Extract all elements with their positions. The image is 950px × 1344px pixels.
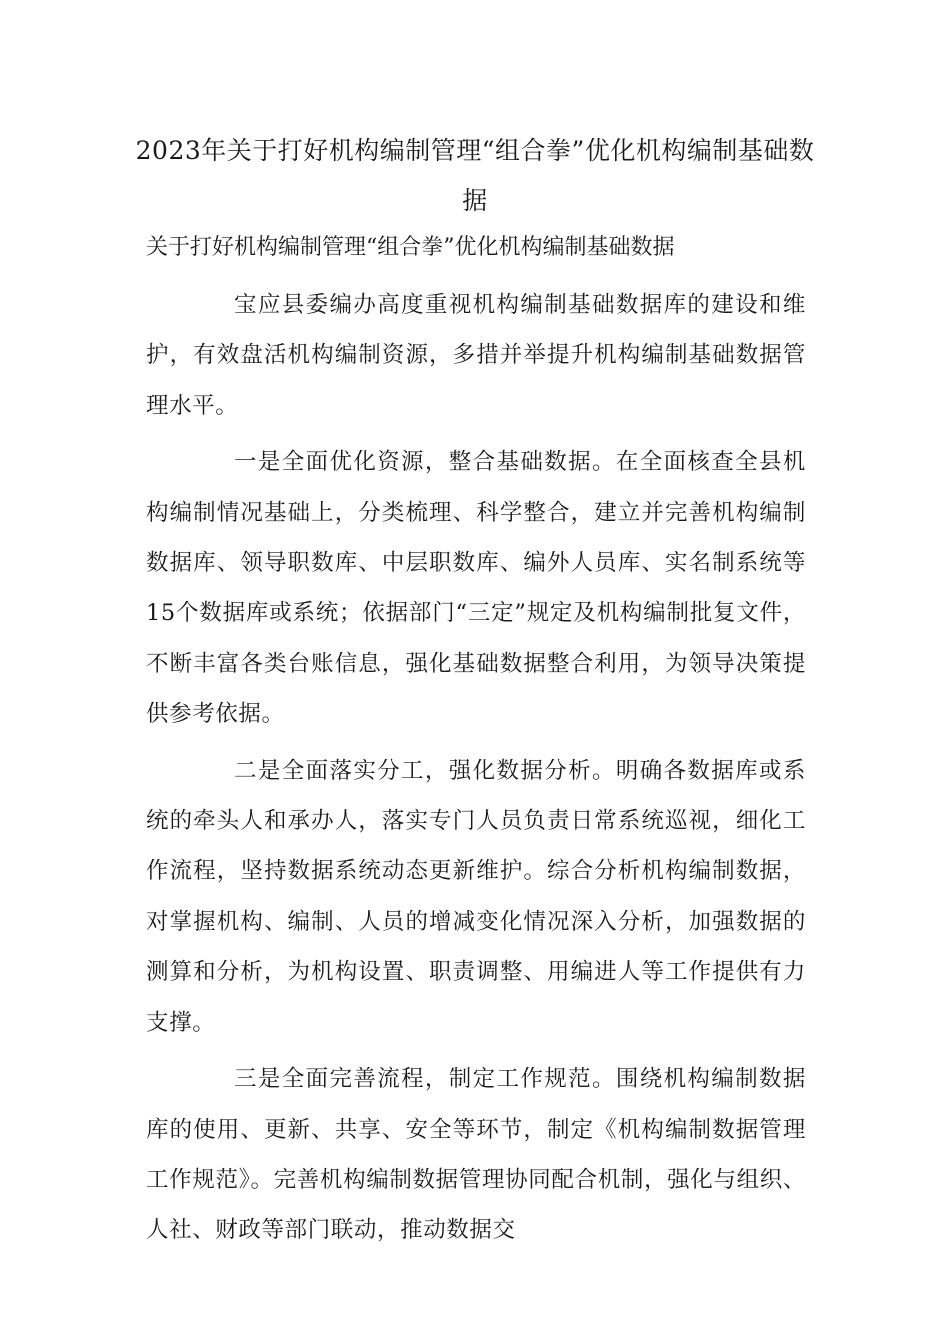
body-paragraph-one: 一是全面优化资源，整合基础数据。在全面核查全县机构编制情况基础上，分类梳理、科学整合，建立并完善机构编制数据库、领导职数库、中层职数库、编外人员库、实名制系统等15个数据库或系统；依据部门“三定”规定及机构编制批复文件，不断丰富各类台账信息，强化基础数据整合利用，为领导决策提供参考依据。: [146, 449, 806, 728]
body-paragraph-intro: 宝应县委编办高度重视机构编制基础数据库的建设和维护，有效盘活机构编制资源，多措并举提升机构编制基础数据管理水平。: [146, 292, 806, 419]
body-paragraph-three: 三是全面完善流程，制定工作规范。围绕机构编制数据库的使用、更新、共享、安全等环节，制定《机构编制数据管理工作规范》。完善机构编制数据管理协同配合机制，强化与组织、人社、财政等部门联动，推动数据交: [146, 1066, 806, 1244]
document-title: 2023年关于打好机构编制管理“组合拳”优化机构编制基础数据: [135, 136, 815, 215]
body-paragraph-two: 二是全面落实分工，强化数据分析。明确各数据库或系统的牵头人和承办人，落实专门人员负责日常系统巡视，细化工作流程，坚持数据系统动态更新维护。综合分析机构编制数据，对掌握机构、编制、人员的增减变化情况深入分析，加强数据的测算和分析，为机构设置、职责调整、用编进人等工作提供有力支撑。: [146, 757, 806, 1036]
document-subtitle: 关于打好机构编制管理“组合拳”优化机构编制基础数据: [146, 235, 675, 260]
document-body: [146, 280, 806, 1262]
